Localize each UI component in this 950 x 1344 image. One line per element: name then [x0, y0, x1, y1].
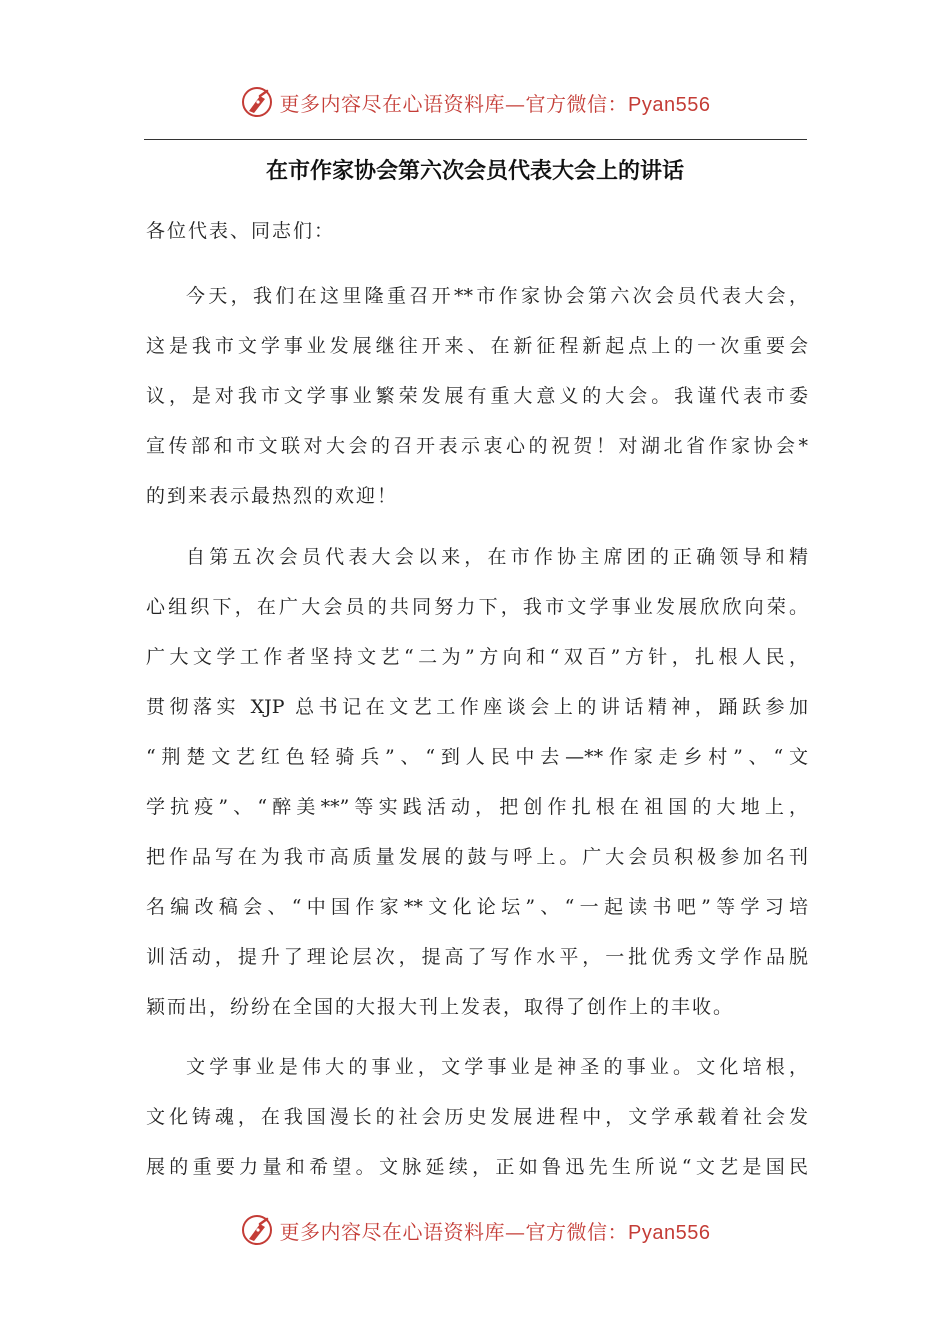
pen-nib-logo-icon	[240, 1213, 274, 1247]
paragraph-line: 这是我市文学事业发展继往开来、在新征程新起点上的一次重要会	[146, 335, 808, 357]
paragraph-line: 广大文学工作者坚持文艺“二为”方向和“双百”方针，扎根人民，	[146, 646, 808, 668]
footer-watermark-banner	[0, 1210, 950, 1250]
paragraph-line: 的到来表示最热烈的欢迎！	[146, 485, 399, 507]
banner-label: 更多内容尽在心语资料库—官方微信：	[279, 1219, 629, 1244]
banner-text	[280, 88, 711, 117]
header-divider	[144, 139, 807, 140]
paragraph-2	[146, 532, 808, 1032]
paragraph-line: 文学事业是伟大的事业，文学事业是神圣的事业。文化培根，	[186, 1056, 808, 1078]
pen-nib-logo-icon	[240, 85, 274, 119]
paragraph-line: 心组织下，在广大会员的共同努力下，我市文学事业发展欣欣向荣。	[146, 596, 808, 618]
paragraph-line: 议，是对我市文学事业繁荣发展有重大意义的大会。我谨代表市委	[146, 385, 808, 407]
paragraph-line: 训活动，提升了理论层次，提高了写作水平，一批优秀文学作品脱	[146, 946, 808, 968]
paragraph-1	[146, 271, 808, 521]
paragraph-line: 文化铸魂，在我国漫长的社会历史发展进程中，文学承载着社会发	[146, 1106, 808, 1128]
salutation: 各位代表、同志们：	[146, 220, 336, 242]
paragraph-line: 自第五次会员代表大会以来，在市作协主席团的正确领导和精	[186, 546, 808, 568]
banner-wechat-id: Pyan556	[628, 93, 711, 116]
paragraph-line: 名编改稿会、“中国作家**文化论坛”、“一起读书吧”等学习培	[146, 896, 808, 918]
paragraph-line: 展的重要力量和希望。文脉延续，正如鲁迅先生所说“文艺是国民	[146, 1156, 808, 1178]
paragraph-line: 把作品写在为我市高质量发展的鼓与呼上。广大会员积极参加名刊	[146, 846, 808, 868]
banner-label: 更多内容尽在心语资料库—官方微信：	[279, 91, 629, 116]
header-watermark-banner	[0, 82, 950, 122]
paragraph-line: 颖而出，纷纷在全国的大报大刊上发表，取得了创作上的丰收。	[146, 996, 735, 1018]
banner-wechat-id: Pyan556	[628, 1221, 711, 1244]
banner-text	[280, 1216, 711, 1245]
paragraph-line: 今天，我们在这里隆重召开**市作家协会第六次会员代表大会，	[186, 285, 808, 307]
paragraph-line: 贯彻落实 XJP 总书记在文艺工作座谈会上的讲话精神，踊跃参加	[146, 696, 808, 718]
paragraph-line: 宣传部和市文联对大会的召开表示衷心的祝贺！对湖北省作家协会*	[146, 435, 808, 457]
paragraph-line: 学抗疫”、“醉美**”等实践活动，把创作扎根在祖国的大地上，	[146, 796, 808, 818]
paragraph-line: “荆楚文艺红色轻骑兵”、“到人民中去—**作家走乡村”、“文	[146, 746, 808, 768]
paragraph-3	[146, 1042, 808, 1192]
document-title: 在市作家协会第六次会员代表大会上的讲话	[265, 159, 684, 184]
